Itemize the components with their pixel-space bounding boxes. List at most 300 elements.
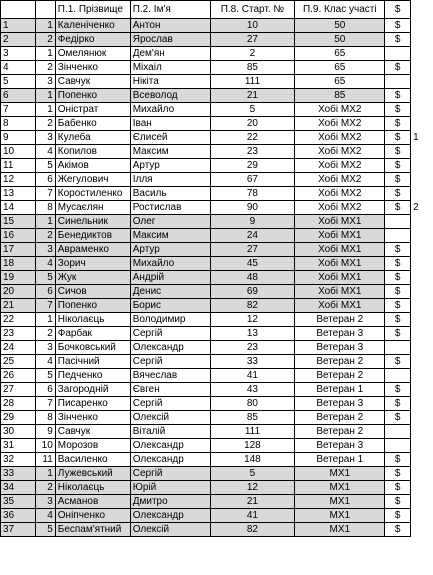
name-cell[interactable]: Олександр	[130, 453, 210, 467]
row-number-cell[interactable]: 24	[1, 341, 36, 355]
start-number-cell[interactable]: 67	[210, 173, 295, 187]
group-number-cell[interactable]: 1	[35, 103, 55, 117]
group-number-cell[interactable]: 1	[35, 19, 55, 33]
class-cell[interactable]: Ветеран 2	[295, 369, 385, 383]
row-number-cell[interactable]: 9	[1, 131, 36, 145]
class-cell[interactable]: 65	[295, 47, 385, 61]
start-number-cell[interactable]: 82	[210, 523, 295, 537]
extra-cell[interactable]	[411, 299, 433, 313]
group-number-cell[interactable]: 5	[35, 523, 55, 537]
header-pay[interactable]: $	[385, 1, 411, 19]
start-number-cell[interactable]: 78	[210, 187, 295, 201]
class-cell[interactable]: 50	[295, 33, 385, 47]
payment-cell[interactable]: $	[385, 173, 411, 187]
row-number-cell[interactable]: 22	[1, 313, 36, 327]
name-cell[interactable]: Юрій	[130, 481, 210, 495]
surname-cell[interactable]: Ніколаєць	[55, 313, 130, 327]
start-number-cell[interactable]: 80	[210, 397, 295, 411]
extra-cell[interactable]	[411, 173, 433, 187]
class-cell[interactable]: 50	[295, 19, 385, 33]
name-cell[interactable]: Ярослав	[130, 33, 210, 47]
start-number-cell[interactable]: 23	[210, 145, 295, 159]
group-number-cell[interactable]: 1	[35, 313, 55, 327]
payment-cell[interactable]	[385, 425, 411, 439]
class-cell[interactable]: Ветеран 3	[295, 341, 385, 355]
class-cell[interactable]: Хобі МХ2	[295, 117, 385, 131]
name-cell[interactable]: Ілля	[130, 173, 210, 187]
name-cell[interactable]: Денис	[130, 285, 210, 299]
row-number-cell[interactable]: 35	[1, 495, 36, 509]
name-cell[interactable]: Михайло	[130, 103, 210, 117]
class-cell[interactable]: Ветеран 2	[295, 355, 385, 369]
start-number-cell[interactable]: 128	[210, 439, 295, 453]
group-number-cell[interactable]: 2	[35, 117, 55, 131]
surname-cell[interactable]: Зінченко	[55, 411, 130, 425]
start-number-cell[interactable]: 24	[210, 229, 295, 243]
start-number-cell[interactable]: 9	[210, 215, 295, 229]
name-cell[interactable]: Всеволод	[130, 89, 210, 103]
surname-cell[interactable]: Попенко	[55, 89, 130, 103]
group-number-cell[interactable]: 2	[35, 33, 55, 47]
surname-cell[interactable]: Бабенко	[55, 117, 130, 131]
name-cell[interactable]: Артур	[130, 243, 210, 257]
class-cell[interactable]: МХ1	[295, 481, 385, 495]
surname-cell[interactable]: Оністрат	[55, 103, 130, 117]
extra-cell[interactable]	[411, 341, 433, 355]
payment-cell[interactable]: $	[385, 131, 411, 145]
extra-cell[interactable]	[411, 61, 433, 75]
class-cell[interactable]: Хобі МХ2	[295, 173, 385, 187]
surname-cell[interactable]: Ніколаєць	[55, 481, 130, 495]
group-number-cell[interactable]: 3	[35, 131, 55, 145]
group-number-cell[interactable]: 2	[35, 481, 55, 495]
row-number-cell[interactable]: 18	[1, 257, 36, 271]
extra-cell[interactable]	[411, 159, 433, 173]
surname-cell[interactable]: Лужевський	[55, 467, 130, 481]
group-number-cell[interactable]: 7	[35, 299, 55, 313]
name-cell[interactable]: Нікіта	[130, 75, 210, 89]
class-cell[interactable]: Ветеран 1	[295, 383, 385, 397]
name-cell[interactable]: Дем'ян	[130, 47, 210, 61]
extra-cell[interactable]	[411, 75, 433, 89]
surname-cell[interactable]: Писаренко	[55, 397, 130, 411]
start-number-cell[interactable]: 12	[210, 481, 295, 495]
group-number-cell[interactable]: 9	[35, 425, 55, 439]
extra-cell[interactable]: 1	[413, 132, 419, 143]
row-number-cell[interactable]: 2	[1, 33, 36, 47]
group-number-cell[interactable]: 6	[35, 285, 55, 299]
start-number-cell[interactable]: 85	[210, 61, 295, 75]
extra-cell[interactable]	[411, 187, 433, 201]
row-number-cell[interactable]: 26	[1, 369, 36, 383]
row-number-cell[interactable]: 15	[1, 215, 36, 229]
group-number-cell[interactable]: 4	[35, 509, 55, 523]
class-cell[interactable]: Ветеран 3	[295, 439, 385, 453]
header-name[interactable]: П.2. Ім'я	[130, 1, 210, 19]
extra-cell[interactable]	[411, 33, 433, 47]
extra-cell[interactable]	[411, 481, 433, 495]
class-cell[interactable]: 85	[295, 89, 385, 103]
payment-cell[interactable]: $	[385, 467, 411, 481]
group-number-cell[interactable]: 4	[35, 145, 55, 159]
name-cell[interactable]: Володимир	[130, 313, 210, 327]
row-number-cell[interactable]: 34	[1, 481, 36, 495]
name-cell[interactable]: Олег	[130, 215, 210, 229]
surname-cell[interactable]: Авраменко	[55, 243, 130, 257]
row-number-cell[interactable]: 20	[1, 285, 36, 299]
payment-cell[interactable]	[385, 229, 411, 243]
surname-cell[interactable]: Фарбак	[55, 327, 130, 341]
start-number-cell[interactable]: 111	[210, 425, 295, 439]
name-cell[interactable]: Михайло	[130, 257, 210, 271]
row-number-cell[interactable]: 25	[1, 355, 36, 369]
start-number-cell[interactable]: 41	[210, 369, 295, 383]
payment-cell[interactable]: $	[385, 313, 411, 327]
row-number-cell[interactable]: 27	[1, 383, 36, 397]
payment-cell[interactable]: $	[385, 509, 411, 523]
class-cell[interactable]: Хобі МХ2	[295, 131, 385, 145]
group-number-cell[interactable]: 8	[35, 201, 55, 215]
header-surname[interactable]: П.1. Прізвище	[55, 1, 130, 19]
name-cell[interactable]: Сергій	[130, 355, 210, 369]
class-cell[interactable]: Хобі МХ2	[295, 159, 385, 173]
surname-cell[interactable]: Асманов	[55, 495, 130, 509]
payment-cell[interactable]: $	[385, 201, 411, 215]
payment-cell[interactable]: $	[385, 103, 411, 117]
row-number-cell[interactable]: 5	[1, 75, 36, 89]
surname-cell[interactable]: Бенедиктов	[55, 229, 130, 243]
group-number-cell[interactable]: 5	[35, 271, 55, 285]
start-number-cell[interactable]: 148	[210, 453, 295, 467]
extra-cell[interactable]	[411, 467, 433, 481]
header-extra[interactable]	[411, 1, 433, 19]
name-cell[interactable]: Артур	[130, 159, 210, 173]
row-number-cell[interactable]: 21	[1, 299, 36, 313]
start-number-cell[interactable]: 48	[210, 271, 295, 285]
surname-cell[interactable]: Попенко	[55, 299, 130, 313]
row-number-cell[interactable]: 14	[1, 201, 36, 215]
extra-cell[interactable]	[411, 285, 433, 299]
extra-cell[interactable]	[411, 19, 433, 33]
row-number-cell[interactable]: 11	[1, 159, 36, 173]
payment-cell[interactable]: $	[385, 61, 411, 75]
class-cell[interactable]: Ветеран 3	[295, 397, 385, 411]
name-cell[interactable]: Ростислав	[130, 201, 210, 215]
row-number-cell[interactable]: 12	[1, 173, 36, 187]
surname-cell[interactable]: Мусаєлян	[55, 201, 130, 215]
surname-cell[interactable]: Кулеба	[55, 131, 130, 145]
payment-cell[interactable]	[385, 75, 411, 89]
start-number-cell[interactable]: 111	[210, 75, 295, 89]
class-cell[interactable]: Ветеран 2	[295, 425, 385, 439]
payment-cell[interactable]: $	[385, 257, 411, 271]
surname-cell[interactable]: Коростиленко	[55, 187, 130, 201]
extra-cell[interactable]	[411, 509, 433, 523]
surname-cell[interactable]: Сичов	[55, 285, 130, 299]
group-number-cell[interactable]: 2	[35, 61, 55, 75]
start-number-cell[interactable]: 82	[210, 299, 295, 313]
start-number-cell[interactable]: 41	[210, 509, 295, 523]
surname-cell[interactable]: Копилов	[55, 145, 130, 159]
surname-cell[interactable]: Морозов	[55, 439, 130, 453]
start-number-cell[interactable]: 21	[210, 495, 295, 509]
group-number-cell[interactable]: 1	[35, 467, 55, 481]
group-number-cell[interactable]: 5	[35, 159, 55, 173]
payment-cell[interactable]: $	[385, 453, 411, 467]
surname-cell[interactable]: Беспам'ятний	[55, 523, 130, 537]
extra-cell[interactable]	[411, 411, 433, 425]
class-cell[interactable]: Ветеран 1	[295, 453, 385, 467]
name-cell[interactable]: Міхаіл	[130, 61, 210, 75]
group-number-cell[interactable]: 4	[35, 355, 55, 369]
name-cell[interactable]: Сергій	[130, 467, 210, 481]
class-cell[interactable]: Ветеран 2	[295, 411, 385, 425]
payment-cell[interactable]: $	[385, 271, 411, 285]
row-number-cell[interactable]: 3	[1, 47, 36, 61]
name-cell[interactable]: Олександр	[130, 341, 210, 355]
name-cell[interactable]: Олександр	[130, 509, 210, 523]
row-number-cell[interactable]: 7	[1, 103, 36, 117]
surname-cell[interactable]: Пасічний	[55, 355, 130, 369]
surname-cell[interactable]: Каленіченко	[55, 19, 130, 33]
extra-cell[interactable]	[411, 355, 433, 369]
extra-cell[interactable]	[411, 327, 433, 341]
surname-cell[interactable]: Зінченко	[55, 61, 130, 75]
group-number-cell[interactable]: 3	[35, 75, 55, 89]
name-cell[interactable]: Василь	[130, 187, 210, 201]
class-cell[interactable]: МХ1	[295, 523, 385, 537]
extra-cell[interactable]	[411, 369, 433, 383]
name-cell[interactable]: Сергій	[130, 327, 210, 341]
group-number-cell[interactable]: 3	[35, 341, 55, 355]
group-number-cell[interactable]: 3	[35, 243, 55, 257]
start-number-cell[interactable]: 33	[210, 355, 295, 369]
extra-cell[interactable]	[411, 103, 433, 117]
surname-cell[interactable]: Савчук	[55, 75, 130, 89]
payment-cell[interactable]: $	[385, 285, 411, 299]
row-number-cell[interactable]: 8	[1, 117, 36, 131]
start-number-cell[interactable]: 13	[210, 327, 295, 341]
class-cell[interactable]: МХ1	[295, 509, 385, 523]
name-cell[interactable]: Вячеслав	[130, 369, 210, 383]
name-cell[interactable]: Олександр	[130, 439, 210, 453]
extra-cell[interactable]	[411, 145, 433, 159]
start-number-cell[interactable]: 20	[210, 117, 295, 131]
surname-cell[interactable]: Педченко	[55, 369, 130, 383]
name-cell[interactable]: Андрій	[130, 271, 210, 285]
payment-cell[interactable]: $	[385, 117, 411, 131]
extra-cell[interactable]	[411, 313, 433, 327]
surname-cell[interactable]: Омелянюк	[55, 47, 130, 61]
header-cell-group[interactable]	[35, 1, 55, 19]
group-number-cell[interactable]: 7	[35, 187, 55, 201]
class-cell[interactable]: 65	[295, 61, 385, 75]
name-cell[interactable]: Сергій	[130, 397, 210, 411]
start-number-cell[interactable]: 12	[210, 313, 295, 327]
extra-cell[interactable]	[411, 425, 433, 439]
row-number-cell[interactable]: 33	[1, 467, 36, 481]
class-cell[interactable]: Ветеран 3	[295, 327, 385, 341]
start-number-cell[interactable]: 69	[210, 285, 295, 299]
name-cell[interactable]: Максим	[130, 145, 210, 159]
class-cell[interactable]: 65	[295, 75, 385, 89]
payment-cell[interactable]	[385, 341, 411, 355]
start-number-cell[interactable]: 27	[210, 33, 295, 47]
start-number-cell[interactable]: 23	[210, 341, 295, 355]
extra-cell[interactable]	[411, 523, 433, 537]
class-cell[interactable]: Хобі МХ2	[295, 103, 385, 117]
start-number-cell[interactable]: 21	[210, 89, 295, 103]
start-number-cell[interactable]: 90	[210, 201, 295, 215]
group-number-cell[interactable]: 1	[35, 47, 55, 61]
class-cell[interactable]: Хобі МХ1	[295, 215, 385, 229]
surname-cell[interactable]: Акімов	[55, 159, 130, 173]
group-number-cell[interactable]: 4	[35, 257, 55, 271]
class-cell[interactable]: МХ1	[295, 467, 385, 481]
class-cell[interactable]: Ветеран 2	[295, 313, 385, 327]
row-number-cell[interactable]: 36	[1, 509, 36, 523]
surname-cell[interactable]: Зорич	[55, 257, 130, 271]
payment-cell[interactable]: $	[385, 159, 411, 173]
header-cell-num[interactable]	[1, 1, 36, 19]
extra-cell[interactable]	[411, 439, 433, 453]
extra-cell[interactable]	[411, 397, 433, 411]
start-number-cell[interactable]: 5	[210, 103, 295, 117]
name-cell[interactable]: Олексій	[130, 411, 210, 425]
group-number-cell[interactable]: 10	[35, 439, 55, 453]
surname-cell[interactable]: Жук	[55, 271, 130, 285]
payment-cell[interactable]: $	[385, 355, 411, 369]
class-cell[interactable]: Хобі МХ1	[295, 243, 385, 257]
group-number-cell[interactable]: 11	[35, 453, 55, 467]
class-cell[interactable]: Хобі МХ1	[295, 257, 385, 271]
start-number-cell[interactable]: 43	[210, 383, 295, 397]
surname-cell[interactable]: Бочковський	[55, 341, 130, 355]
group-number-cell[interactable]: 1	[35, 215, 55, 229]
row-number-cell[interactable]: 4	[1, 61, 36, 75]
start-number-cell[interactable]: 27	[210, 243, 295, 257]
surname-cell[interactable]: Василенко	[55, 453, 130, 467]
start-number-cell[interactable]: 10	[210, 19, 295, 33]
class-cell[interactable]: Хобі МХ1	[295, 271, 385, 285]
row-number-cell[interactable]: 1	[1, 19, 36, 33]
extra-cell[interactable]	[411, 383, 433, 397]
row-number-cell[interactable]: 29	[1, 411, 36, 425]
class-cell[interactable]: Хобі МХ1	[295, 285, 385, 299]
name-cell[interactable]: Віталій	[130, 425, 210, 439]
start-number-cell[interactable]: 29	[210, 159, 295, 173]
payment-cell[interactable]: $	[385, 383, 411, 397]
class-cell[interactable]: Хобі МХ1	[295, 299, 385, 313]
class-cell[interactable]: Хобі МХ2	[295, 201, 385, 215]
extra-cell[interactable]	[411, 243, 433, 257]
group-number-cell[interactable]: 6	[35, 383, 55, 397]
header-start[interactable]: П.8. Старт. №	[210, 1, 295, 19]
row-number-cell[interactable]: 23	[1, 327, 36, 341]
row-number-cell[interactable]: 10	[1, 145, 36, 159]
extra-cell[interactable]	[411, 47, 433, 61]
group-number-cell[interactable]: 3	[35, 495, 55, 509]
header-class[interactable]: П.9. Клас участі	[295, 1, 385, 19]
row-number-cell[interactable]: 16	[1, 229, 36, 243]
surname-cell[interactable]: Синельник	[55, 215, 130, 229]
name-cell[interactable]: Олексій	[130, 523, 210, 537]
payment-cell[interactable]: $	[385, 243, 411, 257]
row-number-cell[interactable]: 6	[1, 89, 36, 103]
payment-cell[interactable]: $	[385, 33, 411, 47]
row-number-cell[interactable]: 30	[1, 425, 36, 439]
name-cell[interactable]: Євген	[130, 383, 210, 397]
surname-cell[interactable]: Жегулович	[55, 173, 130, 187]
extra-cell[interactable]	[411, 257, 433, 271]
group-number-cell[interactable]: 7	[35, 397, 55, 411]
payment-cell[interactable]: $	[385, 481, 411, 495]
name-cell[interactable]: Дмитро	[130, 495, 210, 509]
surname-cell[interactable]: Савчук	[55, 425, 130, 439]
row-number-cell[interactable]: 17	[1, 243, 36, 257]
group-number-cell[interactable]: 2	[35, 327, 55, 341]
payment-cell[interactable]: $	[385, 299, 411, 313]
row-number-cell[interactable]: 19	[1, 271, 36, 285]
payment-cell[interactable]: $	[385, 495, 411, 509]
row-number-cell[interactable]: 37	[1, 523, 36, 537]
payment-cell[interactable]	[385, 47, 411, 61]
group-number-cell[interactable]: 6	[35, 173, 55, 187]
surname-cell[interactable]: Загородній	[55, 383, 130, 397]
start-number-cell[interactable]: 85	[210, 411, 295, 425]
name-cell[interactable]: Іван	[130, 117, 210, 131]
group-number-cell[interactable]: 1	[35, 89, 55, 103]
group-number-cell[interactable]: 2	[35, 229, 55, 243]
extra-cell[interactable]	[411, 229, 433, 243]
start-number-cell[interactable]: 2	[210, 47, 295, 61]
payment-cell[interactable]: $	[385, 523, 411, 537]
payment-cell[interactable]: $	[385, 397, 411, 411]
name-cell[interactable]: Антон	[130, 19, 210, 33]
extra-cell[interactable]	[411, 495, 433, 509]
payment-cell[interactable]: $	[385, 327, 411, 341]
name-cell[interactable]: Борис	[130, 299, 210, 313]
extra-cell[interactable]	[411, 117, 433, 131]
row-number-cell[interactable]: 31	[1, 439, 36, 453]
class-cell[interactable]: Хобі МХ2	[295, 187, 385, 201]
extra-cell[interactable]	[411, 215, 433, 229]
start-number-cell[interactable]: 45	[210, 257, 295, 271]
name-cell[interactable]: Максим	[130, 229, 210, 243]
payment-cell[interactable]: $	[385, 187, 411, 201]
extra-cell[interactable]	[411, 89, 433, 103]
class-cell[interactable]: Хобі МХ1	[295, 229, 385, 243]
row-number-cell[interactable]: 13	[1, 187, 36, 201]
class-cell[interactable]: Хобі МХ2	[295, 145, 385, 159]
extra-cell[interactable]	[411, 453, 433, 467]
start-number-cell[interactable]: 22	[210, 131, 295, 145]
class-cell[interactable]: МХ1	[295, 495, 385, 509]
group-number-cell[interactable]: 8	[35, 411, 55, 425]
payment-cell[interactable]: $	[385, 145, 411, 159]
group-number-cell[interactable]: 5	[35, 369, 55, 383]
payment-cell[interactable]: $	[385, 89, 411, 103]
payment-cell[interactable]: $	[385, 411, 411, 425]
start-number-cell[interactable]: 5	[210, 467, 295, 481]
name-cell[interactable]: Єлисей	[130, 131, 210, 145]
payment-cell[interactable]: $	[385, 19, 411, 33]
extra-cell[interactable]: 2	[413, 202, 419, 213]
surname-cell[interactable]: Оніпченко	[55, 509, 130, 523]
row-number-cell[interactable]: 28	[1, 397, 36, 411]
payment-cell[interactable]	[385, 439, 411, 453]
payment-cell[interactable]	[385, 215, 411, 229]
